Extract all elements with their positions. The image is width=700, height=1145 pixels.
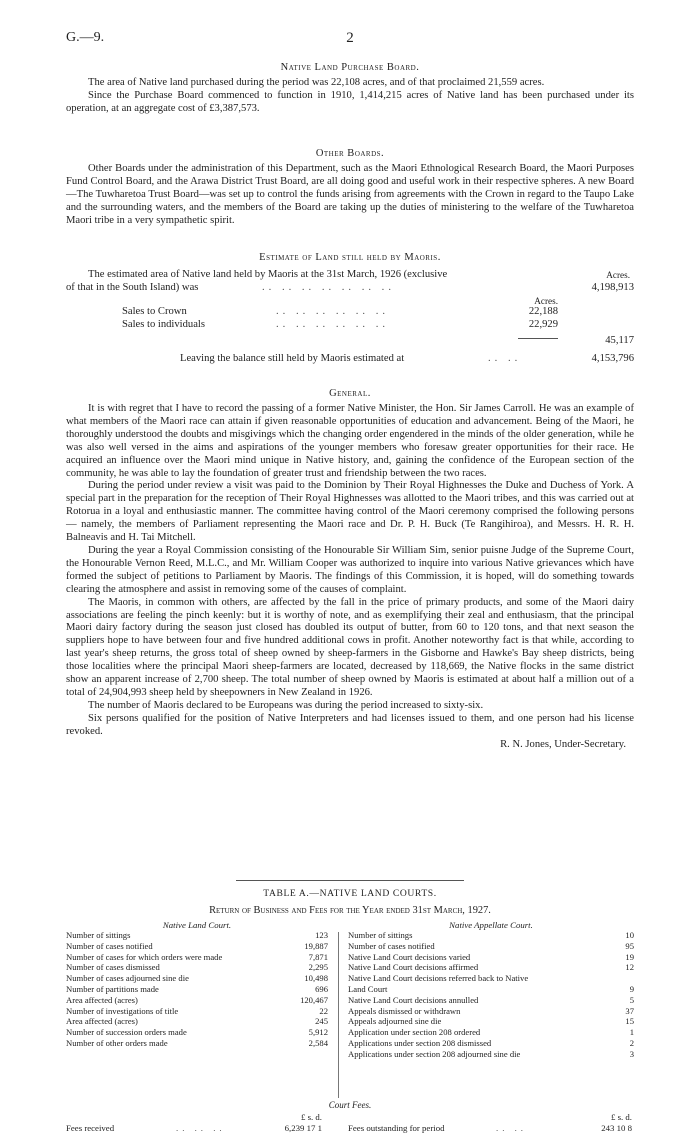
table-columns	[66, 920, 634, 1098]
table-row	[348, 995, 634, 1006]
row-value: 2	[629, 1037, 634, 1048]
table-row	[66, 1016, 328, 1027]
row-label: Number of other orders made	[66, 1037, 168, 1048]
row-value: 22	[319, 1005, 328, 1016]
row-value: 5,912	[308, 1027, 328, 1038]
leader-dots: .. ..	[488, 353, 522, 364]
document-reference: G.—9.	[66, 30, 105, 45]
page-header	[66, 30, 634, 50]
row-value: 37	[625, 1005, 634, 1016]
row-label: Number of cases notified	[348, 940, 435, 951]
row-value: 9	[629, 983, 634, 994]
row-value: 10,498	[304, 973, 328, 984]
row-label: Number of succession orders made	[66, 1027, 187, 1038]
table-row	[348, 984, 634, 995]
individuals-row	[66, 319, 634, 332]
sum-row	[66, 332, 634, 345]
general-section	[66, 388, 634, 750]
currency-header: £ s. d.	[300, 1112, 322, 1122]
row-label: Native Land Court decisions affirmed	[348, 962, 479, 973]
paragraph: During the year a Royal Commission consisting of the Honourable Sir William Sim, senior puisne Judge of the Supreme Court, the Honourable Vernon Reed, M.L.C., and Mr. William Cooper was authorized to inquire into various Native grievances which have formed the subject of petitions to Parliament by Maoris. The findings of this Commission, it is hoped, will do something towards clearing the atmosphere and assist in removing some of the causes of complaint.	[66, 544, 634, 595]
row-label: Native Land Court decisions varied	[348, 951, 471, 962]
land-court-table	[66, 930, 328, 1049]
row-label: Area affected (acres)	[66, 994, 138, 1005]
row-label: Applications under section 208 dismissed	[348, 1037, 492, 1048]
column-title: Native Land Court.	[162, 920, 232, 930]
table-row	[348, 973, 634, 984]
table-row	[66, 941, 328, 952]
native-land-courts-table	[66, 888, 634, 1136]
estimate-section	[66, 252, 634, 366]
row-value: 245	[315, 1016, 328, 1027]
table-row	[348, 941, 634, 952]
sub-acres-label: Acres.	[534, 296, 558, 306]
row-value: 1	[629, 1027, 634, 1038]
row-label: Number of partitions made	[66, 983, 159, 994]
balance-label: Leaving the balance still held by Maoris estimated at	[180, 353, 405, 364]
table-row	[66, 1006, 328, 1017]
row-label: Number of sittings	[348, 930, 413, 940]
crown-row	[66, 306, 634, 319]
divider	[518, 338, 558, 339]
balance-value: 4,153,796	[591, 353, 634, 364]
sub-acres-row	[66, 295, 634, 306]
leader-dots: .. ..	[496, 1123, 527, 1133]
estimate-line-2	[66, 282, 634, 295]
table-row	[66, 930, 328, 941]
row-value: 15	[625, 1016, 634, 1027]
table-row	[66, 973, 328, 984]
section-divider	[236, 880, 464, 881]
row-value: 7,871	[308, 951, 328, 962]
fees-received-value: 6,239 17 1	[284, 1123, 322, 1133]
paragraph: The Maoris, in common with others, are affected by the fall in the price of primary products, and some of the Maori dairy associations are feeling the pinch keenly: but it is worthy of note, and as exemplifying their zeal and enthusiasm, that the principal Maori dairy factory during the season just closed has doubled its output of butter, from 60 to 120 tons, and that next season the suppliers hope to have between four and five hundred additional cows in profit. Another noteworthy fact is that while, according to last year's sheep returns, the gross total of sheep owned by sheep-farmers in the Gisborne and Hawke's Bay sheep districts, being those localities where the principal Maori sheep-farmers are located, decreased by 118,669, the Native flocks in the same district show an apparent increase of 2,700 sheep. The total number of sheep owned by Maoris is estimated at about half a million out of a total of 24,904,993 sheep held by sheepowners in New Zealand in 1926.	[66, 596, 634, 698]
table-title: TABLE A.—NATIVE LAND COURTS.	[263, 888, 437, 899]
currency-header: £ s. d.	[610, 1112, 632, 1122]
table-row	[348, 1038, 634, 1049]
paragraph: Six persons qualified for the position of Native Interpreters and had licenses issued to them, and one person had his license revoked.	[66, 712, 634, 737]
row-label: Number of sittings	[66, 930, 131, 940]
row-label: Number of cases dismissed	[66, 962, 160, 973]
purchase-board-section	[66, 62, 634, 116]
row-value: 12	[625, 962, 634, 973]
leader-dots: .. .. ..	[176, 1123, 226, 1133]
column-title: Native Appellate Court.	[449, 920, 533, 930]
estimate-text: The estimated area of Native land held by Maoris at the 31st March, 1926 (exclusive	[88, 269, 448, 280]
section-heading: Other Boards.	[315, 148, 385, 159]
section-heading: General.	[329, 388, 371, 399]
table-row	[66, 1038, 328, 1049]
page-number: 2	[346, 30, 354, 46]
table-row	[66, 995, 328, 1006]
row-value: 3	[629, 1048, 634, 1059]
row-value: 120,467	[300, 994, 328, 1005]
row-value: 95	[625, 940, 634, 951]
paragraph: During the period under review a visit was paid to the Dominion by Their Royal Highnesses the Duke and Duchess of York. A special part in the preparation for the reception of Their Royal Highnesses was allotted to the Maori tribes, and this was carried out at Rotorua in a loyal and enthusiastic manner. The committee having control of the Maori ceremony comprised the following persons — namely, the members of Parliament representing the Maori race and Dr. P. H. Buck (Te Rangihiroa), and Messrs. H. R. H. Balneavis and H. Tai Mitchell.	[66, 480, 634, 544]
section-heading: Native Land Purchase Board.	[280, 62, 420, 73]
row-label: Area affected (acres)	[66, 1016, 138, 1027]
row-value: 696	[315, 983, 328, 994]
table-row	[348, 1049, 634, 1060]
appellate-court-column	[348, 920, 634, 1060]
table-row	[66, 1027, 328, 1038]
row-label: Land Court	[348, 983, 388, 994]
individuals-label: Sales to individuals	[122, 319, 205, 330]
fees-outstanding-value: 243 10 8	[601, 1123, 632, 1133]
row-value: 123	[315, 930, 328, 940]
row-value: 2,584	[308, 1037, 328, 1048]
row-label: Native Land Court decisions referred back to Native	[348, 973, 529, 984]
section-heading: Estimate of Land still held by Maoris.	[259, 252, 441, 263]
row-label: Number of investigations of title	[66, 1005, 179, 1016]
row-value: 19	[625, 951, 634, 962]
table-row	[66, 962, 328, 973]
paragraph: The area of Native land purchased during the period was 22,108 acres, and of that proclaimed 21,559 acres.	[88, 77, 545, 88]
appellate-court-table	[348, 930, 634, 1060]
table-row	[348, 1006, 634, 1017]
fees-block	[66, 1110, 634, 1136]
paragraph: It is with regret that I have to record the passing of a former Native Minister, the Hon. Sir James Carroll. He was an example of what members of the Maori race can attain if given reasonable opportunities of education and advancement. Being of the Maori, he thoroughly understood the doubts and misgivings which the changing order engendered in the minds of the older generation, while he was also well versed in the aims and aspirations of the younger members who foresaw greater opportunities for their race. He acquired an influence over the Maori mind unique in Native history, and, gaining the confidence of the European section of the community, he was able to lay the foundation of greater trust and friendship between the two races.	[66, 403, 634, 479]
table-row	[348, 1027, 634, 1038]
column-divider	[338, 932, 339, 1098]
signature: R. N. Jones, Under-Secretary.	[500, 738, 626, 750]
leader-dots: .. .. .. .. .. ..	[276, 306, 390, 317]
row-label: Number of cases adjourned sine die	[66, 973, 189, 984]
balance-row	[66, 353, 634, 366]
paragraph: The number of Maoris declared to be Europeans was during the period increased to sixty-six.	[88, 699, 484, 711]
table-row	[348, 952, 634, 963]
table-row	[348, 930, 634, 941]
estimate-text: of that in the South Island) was	[66, 282, 199, 293]
row-label: Application under section 208 ordered	[348, 1027, 481, 1038]
row-value: 5	[629, 994, 634, 1005]
crown-label: Sales to Crown	[122, 306, 187, 317]
land-court-column	[66, 920, 328, 1049]
fees-title: Court Fees.	[328, 1100, 372, 1110]
paragraph: Since the Purchase Board commenced to function in 1910, 1,414,215 acres of Native land has been purchased under its operation, at an aggregate cost of £3,387,573.	[66, 89, 634, 114]
table-subtitle: Return of Business and Fees for the Year ended 31st March, 1927.	[209, 905, 491, 916]
row-label: Applications under section 208 adjourned sine die	[348, 1048, 521, 1059]
row-label: Appeals adjourned sine die	[348, 1016, 442, 1027]
row-label: Appeals dismissed or withdrawn	[348, 1005, 461, 1016]
paragraph: Other Boards under the administration of this Department, such as the Maori Ethnological Research Board, the Maori Purposes Fund Control Board, and the Arawa District Trust Board, are all doing good and useful work in their respective spheres. A new Board—The Tuwharetoa Trust Board—was set up to control the funds arising from agreements with the Crown in regard to the Taupo Lake and the surrounding waters, and the members of the Board are taking up the duties of ministering to the welfare of the Tuwharetoa Maori tribe in a very sympathetic spirit.	[66, 163, 634, 226]
row-label: Number of cases notified	[66, 940, 153, 951]
table-row	[348, 962, 634, 973]
row-value: 2,295	[308, 962, 328, 973]
row-label: Number of cases for which orders were made	[66, 951, 223, 962]
total-acres: 4,198,913	[591, 282, 634, 293]
acres-label: Acres.	[606, 270, 630, 280]
row-value	[621, 973, 634, 984]
fees-outstanding-label: Fees outstanding for period	[348, 1123, 445, 1133]
other-boards-section	[66, 148, 634, 228]
table-row	[66, 952, 328, 963]
estimate-line-1	[66, 269, 634, 282]
row-label: Native Land Court decisions annulled	[348, 994, 479, 1005]
fees-received-label: Fees received	[66, 1123, 115, 1133]
table-row	[66, 984, 328, 995]
crown-value: 22,188	[528, 306, 558, 317]
sum-value: 45,117	[605, 335, 634, 346]
row-value: 10	[625, 930, 634, 940]
leader-dots: .. .. .. .. .. ..	[276, 319, 390, 330]
individuals-value: 22,929	[528, 319, 558, 330]
row-value: 19,887	[304, 940, 328, 951]
table-row	[348, 1016, 634, 1027]
leader-dots: .. .. .. .. .. .. ..	[262, 282, 395, 293]
